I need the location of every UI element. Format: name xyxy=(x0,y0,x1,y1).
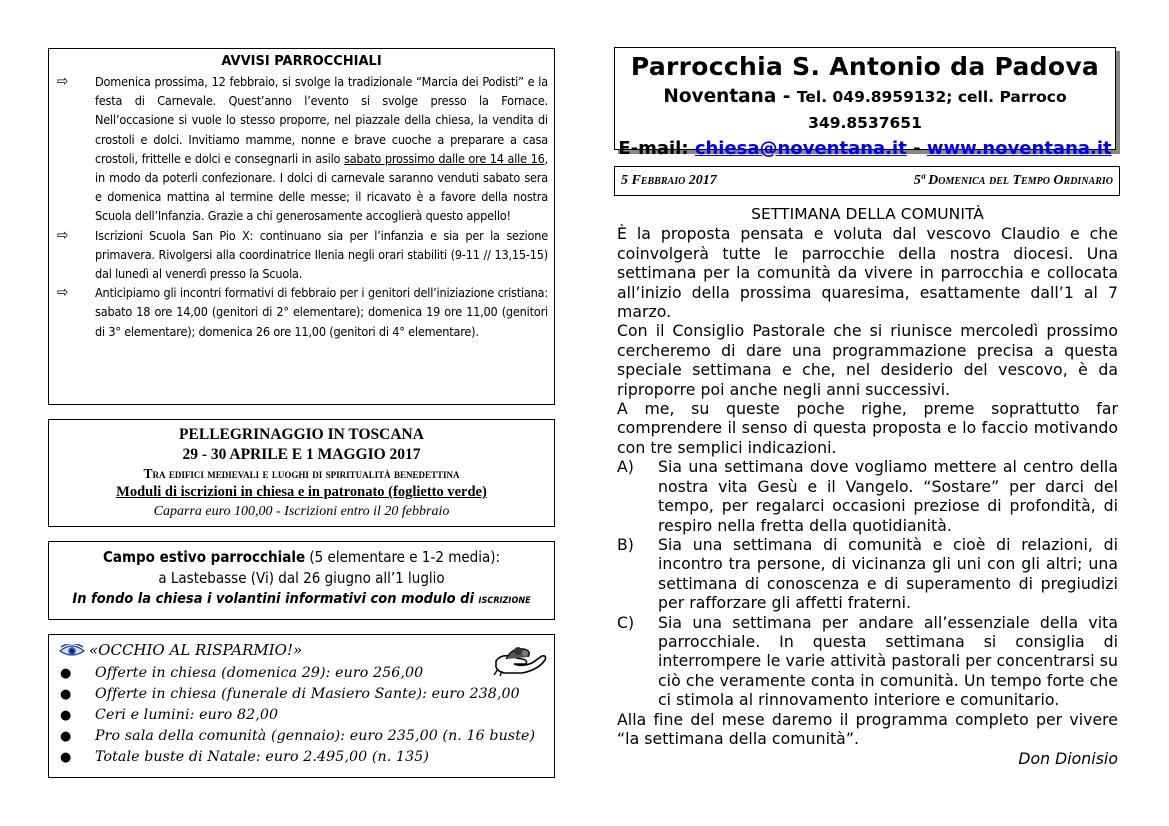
liturgical-sunday: 5ª Domenica del Tempo Ordinario xyxy=(913,173,1113,188)
avvisi-item xyxy=(55,72,548,226)
point-label: B) xyxy=(617,534,634,554)
risparmio-item-text: Ceri e lumini: euro 82,00 xyxy=(95,707,279,723)
avvisi-box xyxy=(48,48,555,405)
avvisi-item xyxy=(55,283,548,341)
bullet-icon: ● xyxy=(60,687,72,702)
point-text: Sia una settimana di comunità e cioè di relazioni, di incontro tra persone, di vicinanza gli uni con gli altri; una settimana di conoscenza e di superamento di pregiudizi per rafforzare gli affetti fraterni. xyxy=(658,534,1118,613)
article-paragraph: Con il Consiglio Pastorale che si riunisce mercoledì prossimo cercheremo di dare una programmazione precisa a questa speciale settimana e che, nel desiderio del vescovo, è da riproporre poi anche negli anni successivi. xyxy=(617,321,1118,399)
pellegrinaggio-subtitle: Tra edifici medievali e luoghi di spiritualità benedettina xyxy=(143,466,460,481)
risparmio-box xyxy=(48,634,555,778)
article-paragraph: A me, su queste poche righe, preme soprattutto far comprendere il senso di questa proposta e lo faccio motivando con tre semplici indicazioni. xyxy=(617,399,1118,457)
risparmio-item xyxy=(57,726,546,747)
arrow-right-icon: ⇨ xyxy=(57,72,69,90)
campo-title-rest: (5 elementare e 1-2 media): xyxy=(305,548,501,566)
point-label: C) xyxy=(617,612,635,632)
campo-estivo-box xyxy=(48,541,555,620)
article-point-a xyxy=(617,457,1118,535)
risparmio-item xyxy=(57,747,546,768)
risparmio-list xyxy=(57,663,546,768)
point-text: Sia una settimana per andare all’essenziale della vita parrocchiale. In questa settimana si consiglia di interrompere le varie attività pastorali per concentrarsi su ciò che veramente conta in comunità. Un tempo forte che ci stimola al rinnovamento interiore e comunitario. xyxy=(658,612,1118,710)
main-article xyxy=(617,205,1118,769)
campo-title: Campo estivo parrocchiale xyxy=(102,548,306,566)
campo-info-iscrizione: iscrizione xyxy=(478,592,531,607)
avvisi-item1-text-end: , in modo da poterli confezionare. I dolci di carnevale saranno venduti sabato sera e domenica mattina al termine delle messe; il ricavato è a favore della nostra Scuola dell’Infanzia. Grazie a chi generosamente accoglierà questo appello! xyxy=(95,150,548,224)
arrow-right-icon: ⇨ xyxy=(57,283,69,302)
web-separator: - xyxy=(906,138,927,159)
website-link[interactable]: www.noventana.it xyxy=(926,138,1112,159)
parish-name: Parrocchia S. Antonio da Padova xyxy=(630,52,1100,81)
avvisi-item1-text: Domenica prossima, 12 febbraio, si svolge la tradizionale “Marcia dei Podisti” e la festa di Carnevale. Quest’anno l’evento si svolge presso la Fornace. Nell’occasione si vuole lo stesso proporre, nel piazzale della chiesa, la vendita di crostoli e dolci. Invitiamo mamme, nonne e brave cuoche a preparare a casa crostoli, frittelle e dolci e consegnarli in asilo xyxy=(95,74,548,166)
risparmio-title: «OCCHIO AL RISPARMIO!» xyxy=(89,641,303,659)
risparmio-item-text: Pro sala della comunità (gennaio): euro 235,00 (n. 16 buste) xyxy=(95,728,536,744)
campo-location: a Lastebasse (Vi) dal 26 giugno all’1 luglio xyxy=(158,569,445,587)
bullet-icon: ● xyxy=(60,750,72,765)
email-label: E-mail: xyxy=(618,138,695,159)
pellegrinaggio-caparra: Caparra euro 100,00 - Iscrizioni entro il 20 febbraio xyxy=(153,504,450,519)
date-bar xyxy=(614,166,1120,196)
risparmio-item-text: Offerte in chiesa (domenica 29): euro 256,00 xyxy=(95,665,424,681)
parish-contacts xyxy=(615,84,1115,136)
point-label: A) xyxy=(617,457,634,477)
bullet-icon: ● xyxy=(60,708,72,723)
avvisi-title: AVVISI PARROCCHIALI xyxy=(221,54,382,69)
pellegrinaggio-dates: 29 - 30 APRILE E 1 MAGGIO 2017 xyxy=(182,446,421,463)
point-text: Sia una settimana dove vogliamo mettere al centro della nostra vita Gesù e il Vangelo. “Sostare” per darci del tempo, per regalarci occasioni preziose di profondità, di respiro nella fretta della quotidianità. xyxy=(658,457,1118,535)
pellegrinaggio-title: PELLEGRINAGGIO IN TOSCANA xyxy=(179,426,424,443)
article-title: SETTIMANA DELLA COMUNITÀ xyxy=(751,205,984,223)
email-link[interactable]: chiesa@noventana.it xyxy=(694,138,907,159)
parish-web xyxy=(615,136,1115,162)
avvisi-item2-text: Iscrizioni Scuola San Pio X: continuano sia per l’infanzia e sia per la sezione primavera. Rivolgersi alla coordinatrice Ilenia negli orari stabiliti (9-11 // 13,15-15) dal lunedì al venerdì presso la Scuola. xyxy=(95,227,548,282)
campo-info-text: In fondo la chiesa i volantini informativi con modulo di xyxy=(72,591,479,607)
pellegrinaggio-moduli: Moduli di iscrizioni in chiesa e in patronato (foglietto verde) xyxy=(116,484,487,500)
article-paragraph: Alla fine del mese daremo il programma completo per vivere “la settimana della comunità”. xyxy=(617,709,1118,748)
risparmio-item-text: Totale buste di Natale: euro 2.495,00 (n. 135) xyxy=(95,749,429,765)
avvisi-item3-text: Anticipiamo gli incontri formativi di febbraio per i genitori dell’iniziazione cristiana: sabato 18 ore 14,00 (genitori di 2° elementare); domenica 19 ore 11,00 (genitori di 3° elementare); domenica 26 ore 11,00 (genitori di 4° elementare). xyxy=(95,285,548,339)
article-point-c xyxy=(617,613,1118,710)
risparmio-item-text: Offerte in chiesa (funerale di Masiero Sante): euro 238,00 xyxy=(95,686,520,702)
parish-header xyxy=(614,47,1116,159)
risparmio-item xyxy=(57,684,546,705)
risparmio-item xyxy=(57,705,546,726)
article-paragraph: È la proposta pensata e voluta dal vescovo Claudio e che coinvolgerà tutte le parrocchie della nostra diocesi. Una settimana per la comunità da vivere in parrocchia e collocata all’inizio della prossima quaresima, esattamente dall’1 al 7 marzo. xyxy=(617,224,1118,322)
eye-icon xyxy=(59,644,85,658)
campo-title-line xyxy=(49,547,554,568)
pellegrinaggio-box xyxy=(48,419,555,527)
signature: Don Dionisio xyxy=(1018,749,1118,769)
bulletin-date: 5 Febbraio 2017 xyxy=(621,173,717,188)
campo-info xyxy=(49,589,554,610)
avvisi-item1-underlined: sabato prossimo dalle ore 14 alle 16 xyxy=(343,150,545,166)
avvisi-item xyxy=(55,226,548,284)
parish-phone: Tel. 049.8959132; cell. Parroco 349.8537651 xyxy=(796,88,1067,132)
bullet-icon: ● xyxy=(60,666,72,681)
parish-town: Noventana - xyxy=(663,86,797,107)
risparmio-item xyxy=(57,663,546,684)
bullet-icon: ● xyxy=(60,729,72,744)
article-point-b xyxy=(617,535,1118,613)
arrow-right-icon: ⇨ xyxy=(57,225,69,244)
